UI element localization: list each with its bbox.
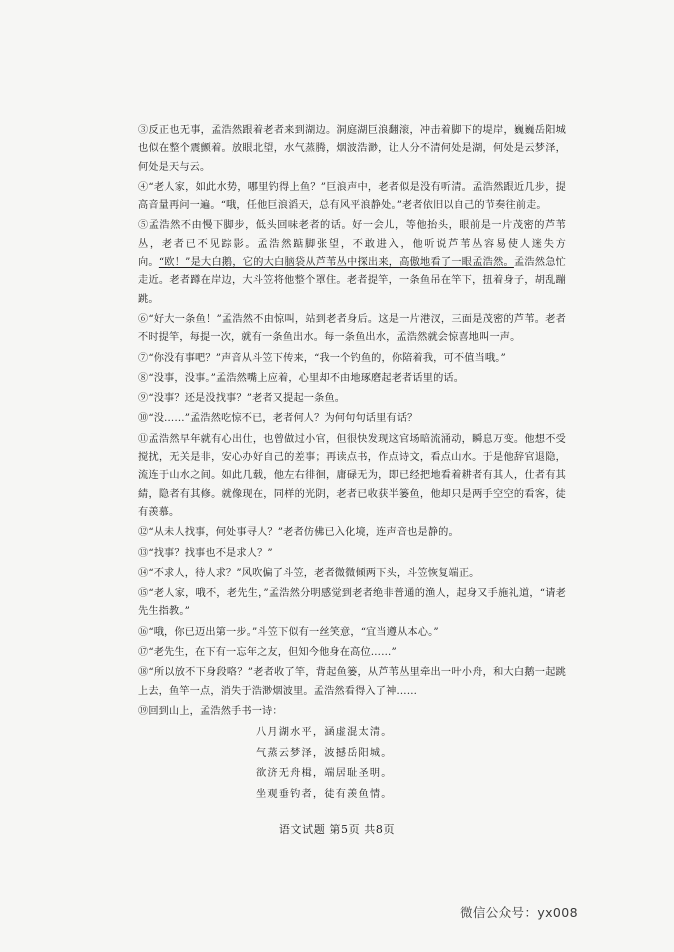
paragraph-10 xyxy=(138,524,566,542)
poem xyxy=(256,723,566,805)
poem-line: 气蒸云梦泽，波撼岳阳城。 xyxy=(256,747,393,759)
poem-line: 欲济无舟楫，端居耻圣明。 xyxy=(256,768,393,780)
paragraph-15 xyxy=(138,644,566,662)
paragraph-text: ⑮“老人家，哦不，老先生，”孟浩然分明感觉到老者绝非普通的渔人，起身又手施礼道，“请老先生指教。” xyxy=(138,588,566,618)
paragraph-11 xyxy=(138,545,566,563)
paragraph-2 xyxy=(138,179,566,216)
paragraph-text: ④“老人家，如此水势，哪里钓得上鱼？”巨浪声中，老者似是没有听清。孟浩然跟近几步，提高音量再问一遍。“哦，任他巨浪滔天，总有风平浪静处。”老者依旧以自己的节奏往前走。 xyxy=(138,181,566,212)
paragraph-text: ⑭“不求人，待人求？”风吹偏了斗笠，老者微微倾两下头，斗笠恢复端正。 xyxy=(138,567,480,579)
paragraph-14 xyxy=(138,624,566,642)
paragraph-text: ③反正也无事，孟浩然跟着老者来到湖边。洞庭湖巨浪翻滚，冲击着脚下的堤岸，巍巍岳阳城也似在整个震颤着。放眼北望，水气蒸腾，烟波浩渺，让人分不清何处是湖，何处是云梦泽，何处是天与云。 xyxy=(138,125,566,173)
article-body xyxy=(138,122,566,805)
paragraph-text: ⑤孟浩然不由慢下脚步，低头回味老者的话。好一会儿，等他抬头，眼前是一片茂密的芦苇丛，老者已不见踪影。孟浩然踮脚张望，不敢进入，他听说芦苇丛容易使人迷失方向。 xyxy=(138,220,566,269)
paragraph-13 xyxy=(138,585,566,622)
paragraph-17 xyxy=(138,703,566,721)
paragraph-16 xyxy=(138,664,566,701)
poem-line: 坐观垂钓者，徒有羡鱼情。 xyxy=(256,788,393,800)
underlined-sentence: “欧！”是大白鹅，它的大白脑袋从芦苇丛中探出来，高傲地看了一眼孟浩然。 xyxy=(158,257,514,269)
paragraph-text: ⑪孟浩然早年就有心出仕，也曾做过小官，但很快发现这官场暗流涌动，瞬息万变。他想不受搅扰，无关是非，安心办好自己的差事；再读点书，作点诗文，看点山水。于是他辞官退隐，流连于山水之间。如此几载，他左右徘徊，庸碌无为，即已经把地看着耕者有其人，仕者有其綪，隐者有其修。就像现在，同样的光阴，老者已收获半篓鱼，他却只是两手空空的看客，徒有羡慕。 xyxy=(138,433,566,518)
paragraph-text: ⑰“老先生，在下有一忘年之友，但知今他身在高位……” xyxy=(138,647,397,659)
paragraph-text: ⑨“没事？还是没找事？”老者又提起一条鱼。 xyxy=(138,393,346,405)
watermark-text: 微信公众号：yx008 xyxy=(459,905,578,920)
paragraph-5 xyxy=(138,350,566,368)
paragraph-text: ⑦“你没有事吧？”声音从斗笠下传来，“我一个钓鱼的，你陪着我，可不值当哦。” xyxy=(138,352,506,364)
paragraph-text-continued: 孟浩然急忙走近。老者蹲在岸边，大斗笠将他整个罩住。老者提竿，一条鱼吊在竿下，扭着身子，胡乱蹦跳。 xyxy=(138,257,566,305)
paragraph-text: ⑬“找事？找事也不是求人？” xyxy=(138,547,273,559)
paragraph-text: ⑩“没……”孟浩然吃惊不已，老者何人？为何句句话里有话？ xyxy=(138,413,418,425)
paragraph-8 xyxy=(138,410,566,428)
paragraph-6 xyxy=(138,370,566,388)
paragraph-4 xyxy=(138,311,566,348)
paragraph-text: ⑯“哦，你已迈出第一步。”斗笠下似有一丝笑意，“宜当遵从本心。” xyxy=(138,626,439,638)
paragraph-12 xyxy=(138,565,566,583)
poem-line: 八月湖水平，涵虚混太清。 xyxy=(256,727,393,739)
paragraph-7 xyxy=(138,390,566,408)
paragraph-9 xyxy=(138,431,566,522)
paragraph-text: ⑱“所以放不下身段咯？”老者收了竿，背起鱼篓，从芦苇丛里牵出一叶小舟，和大白鹅一起跳上去，鱼竿一点，消失于浩渺烟波里。孟浩然看得入了神…… xyxy=(138,667,566,697)
paragraph-text: ⑧“没事，没事。”孟浩然嘴上应着，心里却不由地琢磨起老者话里的话。 xyxy=(138,372,465,384)
paragraph-text: ⑥“好大一条鱼！”孟浩然不由惊叫，站到老者身后。这是一片港汊，三面是茂密的芦苇。老者不时提竿，每提一次，就有一条鱼出水。每一条鱼出水，孟浩然就会惊喜地叫一声。 xyxy=(138,313,566,344)
paragraph-text: ⑫“从未人找事，何处事寻人？”老者仿佛已入化境，连声音也是静的。 xyxy=(138,527,459,539)
paragraph-3 xyxy=(138,217,566,308)
paragraph-1 xyxy=(138,122,566,177)
page-footer: 语文试题 第5页 共8页 xyxy=(278,823,396,836)
paragraph-text: ⑲回到山上，孟浩然手书一诗： xyxy=(138,705,283,717)
